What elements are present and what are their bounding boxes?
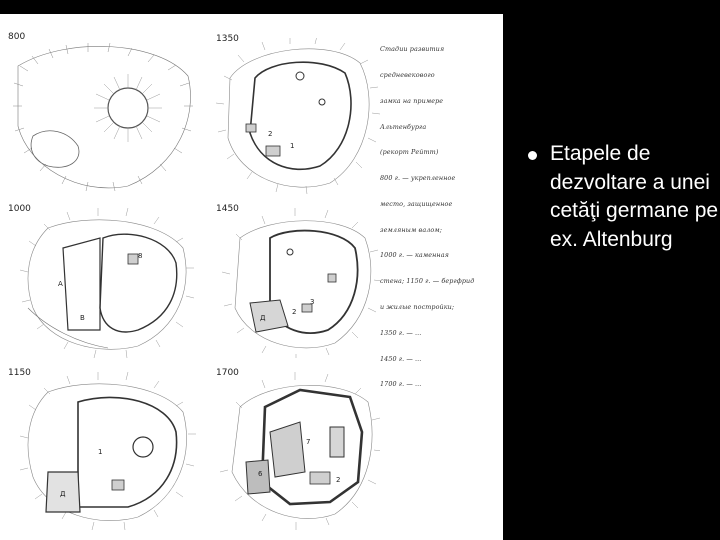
plan-mark: 2 xyxy=(336,476,341,484)
bullet-text: Etapele de dezvoltare a unei cetăţi germane pe ex. Altenburg xyxy=(550,142,719,251)
plan-mark: 8 xyxy=(138,252,143,260)
caption-line: замка на примере xyxy=(380,96,444,105)
plan-mark: Д xyxy=(260,314,266,322)
bullet-item xyxy=(524,140,720,254)
stage-label-5: 1150 xyxy=(8,368,31,378)
caption-line: Альтенбурга xyxy=(380,122,427,131)
plan-mark: 1 xyxy=(98,448,103,456)
plan-mark: 3 xyxy=(310,298,315,306)
slide-bullet-list xyxy=(524,140,720,254)
castle-plans-figure xyxy=(0,14,503,540)
stage-label-3: 1000 xyxy=(8,204,31,214)
figure-caption xyxy=(380,28,498,406)
caption-line: средневекового xyxy=(380,70,435,79)
stage-label-2: 1350 xyxy=(216,34,239,44)
caption-line: и жилые постройки; xyxy=(380,303,455,311)
plan-mark: 6 xyxy=(258,470,263,478)
stage-label-6: 1700 xyxy=(216,368,239,378)
caption-line: 1700 г. — ... xyxy=(380,380,422,389)
plan-mark: 1 xyxy=(290,142,295,150)
plan-mark: 2 xyxy=(292,308,297,316)
plan-mark: B xyxy=(80,314,85,322)
caption-line: место, защищенное xyxy=(380,199,453,208)
caption-line: стена; 1150 г. — бергфрид xyxy=(380,277,475,286)
stage-label-4: 1450 xyxy=(216,204,239,214)
stage-label-1: 800 xyxy=(8,32,26,42)
caption-line: Стадии развития xyxy=(380,45,445,54)
caption-line: 800 г. — укрепленное xyxy=(380,174,456,183)
plan-1000 xyxy=(8,208,198,358)
caption-line: 1350 г. — ... xyxy=(380,328,422,337)
caption-line: (рекорт Рейтт) xyxy=(380,148,439,157)
plan-mark: 7 xyxy=(306,438,311,446)
caption-line: земляным валом; xyxy=(380,225,443,234)
plan-mark: 2 xyxy=(268,130,273,138)
plan-1150 xyxy=(8,372,198,532)
plan-mark: A xyxy=(58,280,63,288)
bullet-dot-icon xyxy=(528,151,537,160)
caption-line: 1000 г. — каменная xyxy=(380,251,449,260)
plan-1700 xyxy=(210,372,380,532)
plan-1350 xyxy=(210,38,380,198)
plan-800 xyxy=(8,36,198,196)
plan-mark: Д xyxy=(60,490,66,498)
caption-line: 1450 г. — ... xyxy=(380,354,422,363)
plan-1450 xyxy=(210,208,380,358)
